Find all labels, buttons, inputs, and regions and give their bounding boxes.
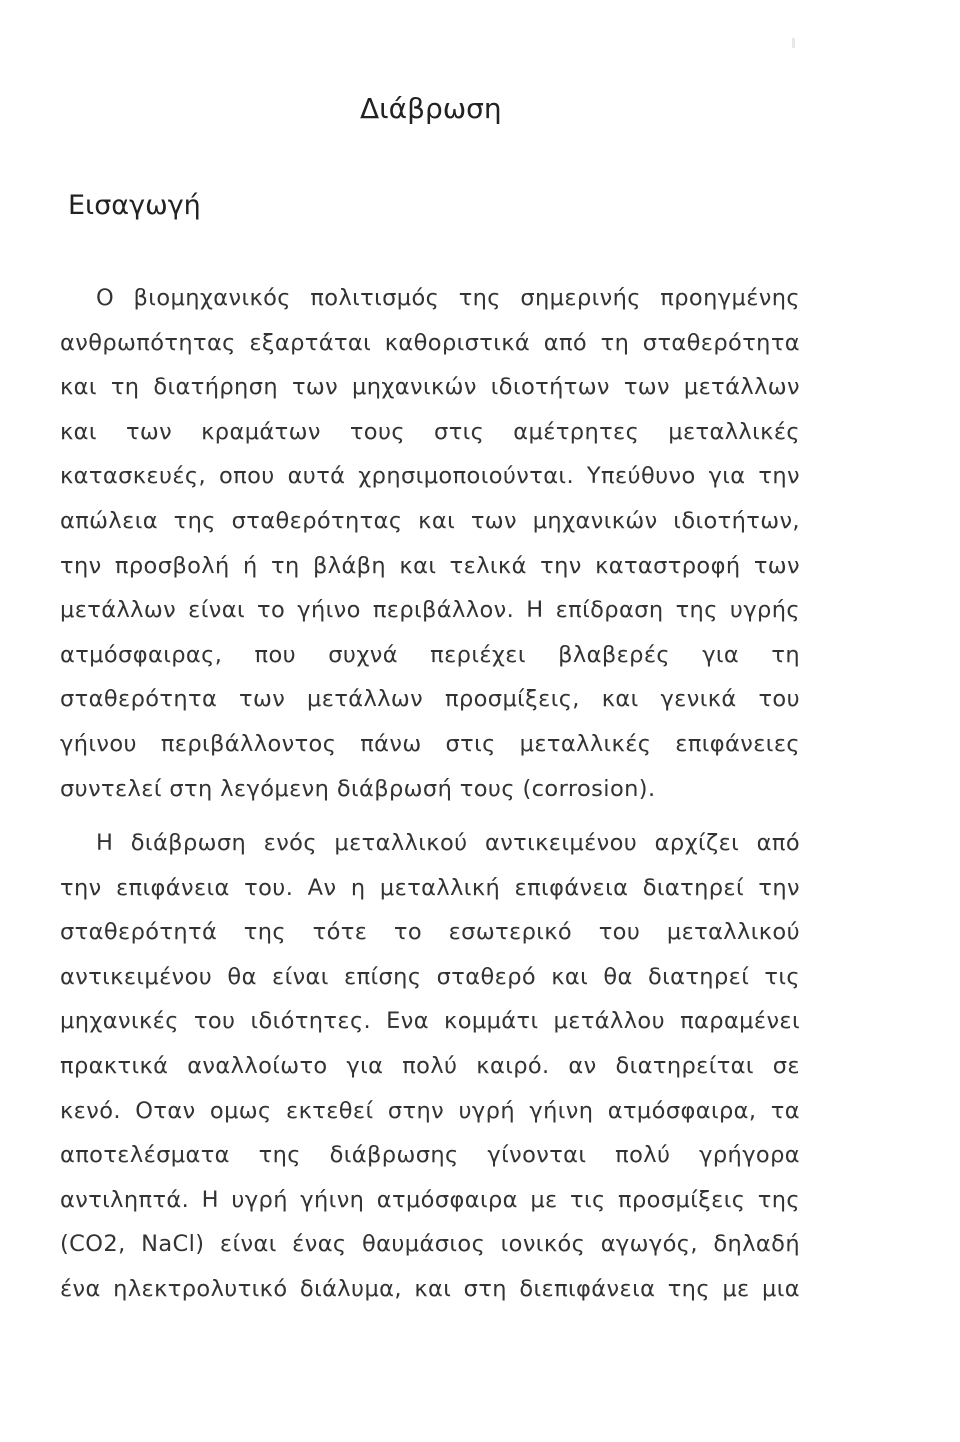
text-line: και τη διατήρηση των μηχανικών ιδιοτήτων των μετάλλων: [60, 374, 800, 401]
text-line: αντιληπτά. Η υγρή γήινη ατμόσφαιρα με τις προσμίξεις της: [60, 1186, 800, 1213]
text-line: κενό. Οταν ομως εκτεθεί στην υγρή γήινη ατμόσφαιρα, τα: [60, 1097, 800, 1124]
text-line: (CO2, NaCl) είναι ένας θαυμάσιος ιονικός αγωγός, δηλαδή: [60, 1231, 800, 1258]
text-line: κατασκευές, οπου αυτά χρησιμοποιούνται. Υπεύθυνο για την: [60, 463, 800, 490]
text-line: την επιφάνεια του. Αν η μεταλλική επιφάνεια διατηρεί την: [60, 874, 800, 901]
text-line: ένα ηλεκτρολυτικό διάλυμα, και στη διεπιφάνεια της με μια: [60, 1276, 800, 1302]
text-line: Η διάβρωση ενός μεταλλικού αντικειμένου αρχίζει από: [96, 830, 800, 856]
text-line: απώλεια της σταθερότητας και των μηχανικών ιδιοτήτων,: [60, 508, 800, 534]
text-line: σταθερότητα των μετάλλων προσμίξεις, και γενικά του: [60, 686, 800, 713]
text-line: και των κραμάτων τους στις αμέτρητες μεταλλικές: [60, 418, 800, 445]
page-title: Διάβρωση: [360, 92, 502, 125]
text-line: Ο βιομηχανικός πολιτισμός της σημερινής προηγμένης: [96, 285, 800, 311]
text-line: πρακτικά αναλλοίωτο για πολύ καιρό. αν διατηρείται σε: [60, 1053, 800, 1079]
text-line: την προσβολή ή τη βλάβη και τελικά την καταστροφή των: [60, 552, 800, 579]
section-heading: Εισαγωγή: [68, 190, 201, 221]
scan-mark: [792, 38, 795, 48]
text-line: σταθερότητά της τότε το εσωτερικό του μεταλλικού: [60, 919, 800, 946]
text-line: αποτελέσματα της διάβρωσης γίνονται πολύ γρήγορα: [60, 1142, 800, 1169]
text-line: αντικειμένου θα είναι επίσης σταθερό και θα διατηρεί τις: [60, 963, 800, 990]
text-line: μηχανικές του ιδιότητες. Ενα κομμάτι μετάλλου παραμένει: [60, 1008, 800, 1035]
text-line: μετάλλων είναι το γήινο περιβάλλον. Η επίδραση της υγρής: [60, 597, 800, 624]
text-line: ατμόσφαιρας, που συχνά περιέχει βλαβερές για τη: [60, 641, 800, 668]
text-line: γήινου περιβάλλοντος πάνω στις μεταλλικές επιφάνειες: [60, 731, 800, 757]
text-line: ανθρωπότητας εξαρτάται καθοριστικά από τη σταθερότητα: [60, 329, 800, 356]
text-line: συντελεί στη λεγόμενη διάβρωσή τους (corrosion).: [60, 775, 656, 802]
